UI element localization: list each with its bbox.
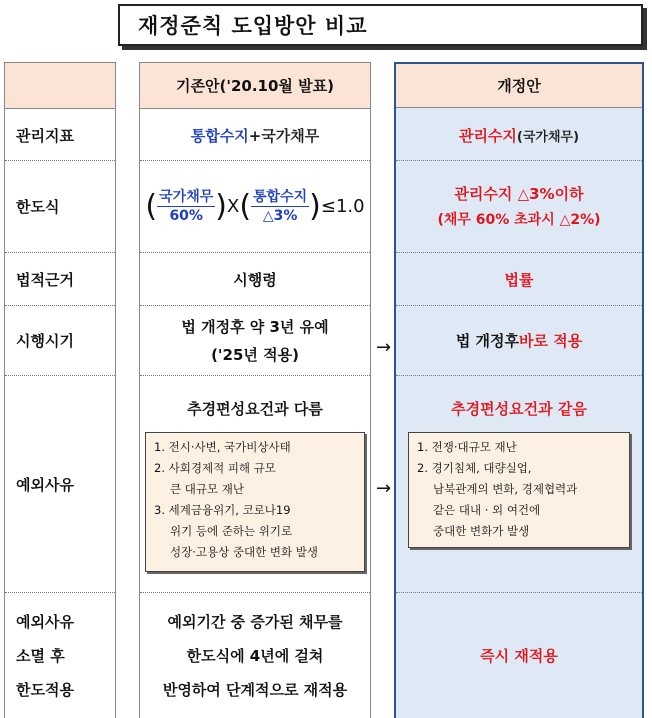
label-column-header <box>5 63 115 109</box>
old-indicator <box>141 110 369 160</box>
list-item: 남북관계의 변화, 경제협력과 <box>433 482 578 496</box>
list-item: 같은 대내 · 외 여건에 <box>433 503 541 517</box>
fraction-denominator: 60% <box>169 208 203 224</box>
old-indicator-main: 통합수지 <box>190 126 249 145</box>
new-formula-line2: (채무 60% 초과시 △2%) <box>437 211 601 228</box>
formula-fraction-balance <box>251 188 309 225</box>
reapply-label-line1: 예외사유 <box>16 612 74 631</box>
new-plan-header: 개정안 <box>396 64 642 108</box>
old-reapply <box>141 593 369 718</box>
fraction-numerator: 국가채무 <box>159 189 214 205</box>
old-exception-title: 추경편성요건과 다름 <box>187 399 323 418</box>
row-divider <box>396 375 642 376</box>
old-plan-header: 기존안('20.10월 발표) <box>140 63 370 109</box>
fraction-denominator: △3% <box>262 208 298 224</box>
fraction-numerator: 통합수지 <box>253 189 308 205</box>
old-legal: 시행령 <box>233 270 277 289</box>
list-item: 2. 경기침체, 대량실업, <box>417 461 532 475</box>
old-timing-line1: 법 개정후 약 3년 유예 <box>181 317 329 336</box>
old-exception-list <box>145 432 365 572</box>
page-title: 재정준칙 도입방안 비교 <box>118 4 643 46</box>
list-item: 1. 전시·사변, 국가비상사태 <box>154 440 291 454</box>
new-legal: 법률 <box>504 270 534 289</box>
new-formula <box>396 161 642 252</box>
row-label-legal: 법적근거 <box>16 270 74 289</box>
row-label-indicator: 관리지표 <box>16 126 74 145</box>
new-timing-main: 법 개정후 <box>455 332 519 350</box>
list-item: 1. 전쟁·대규모 재난 <box>417 440 517 454</box>
old-indicator-sub: +국가채무 <box>248 126 320 145</box>
formula-fraction-debt <box>157 188 215 225</box>
new-indicator-sub: (국가채무) <box>516 129 580 145</box>
old-reapply-line1: 예외기간 중 증가된 채무를 <box>167 612 343 631</box>
list-item: 중대한 변화가 발생 <box>433 524 530 538</box>
formula-paren: ( <box>239 189 252 224</box>
row-divider <box>140 375 370 376</box>
formula-times: X <box>226 196 240 217</box>
new-indicator <box>396 110 642 160</box>
new-reapply: 즉시 재적용 <box>480 647 558 665</box>
row-label-exception: 예외사유 <box>16 475 74 494</box>
list-item: 2. 사회경제적 피해 규모 <box>154 461 276 475</box>
old-reapply-line2: 한도식에 4년에 걸쳐 <box>186 646 324 665</box>
old-formula <box>141 161 369 252</box>
new-formula-line1: 관리수지 △3%이하 <box>454 184 584 203</box>
old-reapply-line3: 반영하여 단계적으로 재적용 <box>162 680 348 699</box>
formula-paren: ( <box>145 189 158 224</box>
old-timing <box>141 306 369 375</box>
formula-le: ≤1.0 <box>320 196 365 217</box>
list-item: 큰 대규모 재난 <box>170 482 244 496</box>
row-label-formula: 한도식 <box>16 198 60 216</box>
row-label-timing: 시행시기 <box>16 332 74 350</box>
list-item: 3. 세계금융위기, 코로나19 <box>154 503 291 517</box>
new-timing-highlight: 바로 적용 <box>519 332 583 350</box>
reapply-label-line2: 소멸 후 <box>16 646 65 665</box>
reapply-label-line3: 한도적용 <box>16 680 74 699</box>
formula-paren: ) <box>215 189 227 224</box>
formula-paren: ) <box>309 189 321 224</box>
new-exception-list <box>408 432 630 548</box>
new-exception-title: 추경편성요건과 같음 <box>451 399 587 418</box>
old-timing-line2: ('25년 적용) <box>211 345 299 364</box>
right-arrow-icon: → <box>376 478 392 499</box>
row-label-reapply <box>6 593 114 718</box>
right-arrow-icon: → <box>376 337 392 358</box>
new-timing <box>396 306 642 375</box>
list-item: 성장·고용상 중대한 변화 발생 <box>170 545 318 559</box>
list-item: 위기 등에 준하는 위기로 <box>170 524 293 538</box>
new-indicator-main: 관리수지 <box>458 126 517 145</box>
